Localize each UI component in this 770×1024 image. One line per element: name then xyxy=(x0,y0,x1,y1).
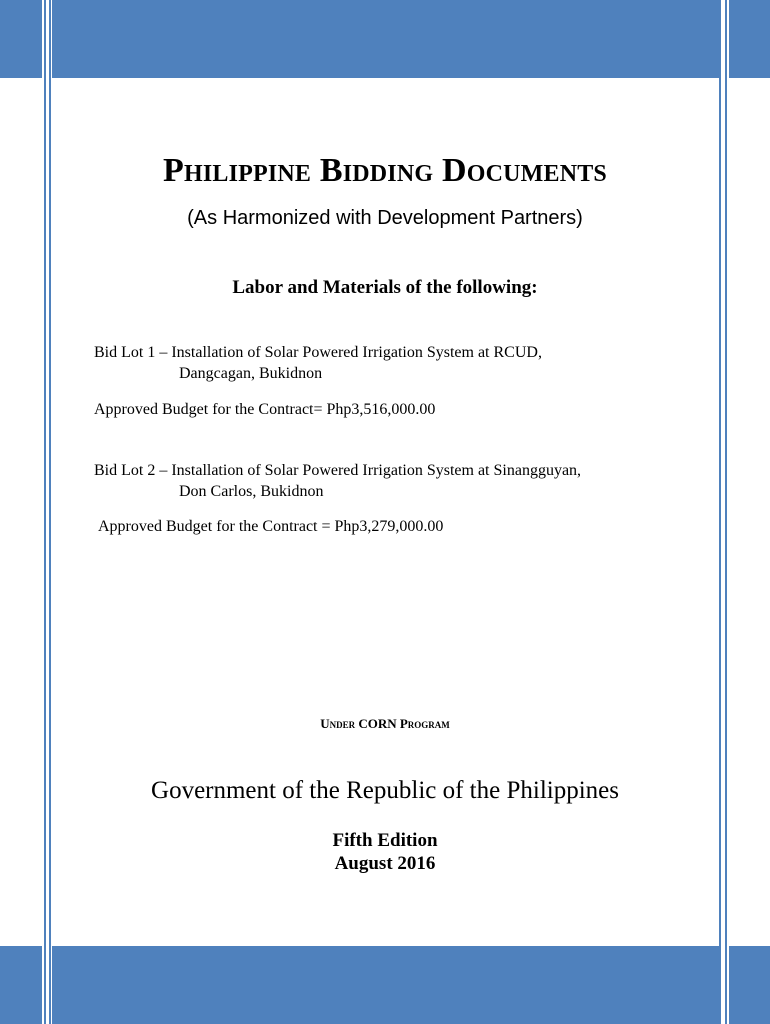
frame-banner-bottom xyxy=(52,946,719,1024)
program-label: Under CORN Program xyxy=(320,716,450,731)
edition-label: Fifth Edition xyxy=(332,830,438,851)
document-subtitle: (As Harmonized with Development Partners) xyxy=(187,207,583,229)
bid-lot-2-location: Don Carlos, Bukidnon xyxy=(179,483,324,500)
bid-lot-2-budget: Approved Budget for the Contract = Php3,279,000.00 xyxy=(98,518,444,535)
document-title: Philippine Bidding Documents xyxy=(163,152,607,189)
edition-block xyxy=(0,829,770,875)
frame-block-bottom-left xyxy=(0,946,42,1024)
frame-block-top-right xyxy=(729,0,770,78)
labor-materials-heading: Labor and Materials of the following: xyxy=(232,277,538,298)
frame-block-bottom-right xyxy=(729,946,770,1024)
bid-lot-1 xyxy=(94,342,542,384)
bid-lot-2 xyxy=(94,460,581,502)
edition-date: August 2016 xyxy=(334,853,436,874)
bid-lot-2-description: Bid Lot 2 – Installation of Solar Powered Irrigation System at Sinangguyan, xyxy=(94,462,582,479)
frame-banner-top xyxy=(52,0,719,78)
frame-block-top-left xyxy=(0,0,42,78)
bid-lot-1-budget: Approved Budget for the Contract= Php3,516,000.00 xyxy=(94,401,436,418)
government-name: Government of the Republic of the Philippines xyxy=(151,777,619,804)
bid-lot-1-location: Dangcagan, Bukidnon xyxy=(179,365,323,382)
bid-lot-1-description: Bid Lot 1 – Installation of Solar Powered Irrigation System at RCUD, xyxy=(94,344,542,361)
